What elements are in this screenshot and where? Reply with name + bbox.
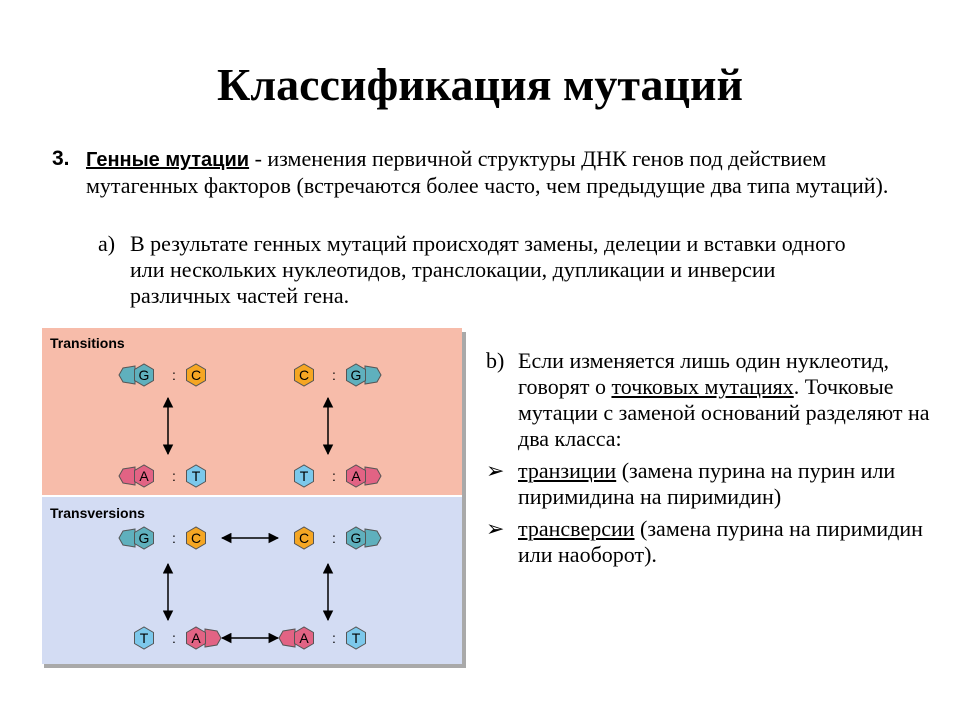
transversions-label: Transversions [50, 505, 145, 521]
pair-separator: : [332, 367, 336, 383]
pair-separator: : [332, 630, 336, 646]
base-letter: G [138, 530, 150, 546]
item-3 [52, 146, 912, 199]
base-letter: A [191, 630, 201, 646]
item-b-marker: b) [486, 348, 505, 373]
base-C [187, 364, 206, 386]
base-letter: C [190, 530, 202, 546]
base-T [187, 465, 206, 487]
item-b-term: точковых мутациях [611, 374, 794, 399]
base-T [295, 465, 314, 487]
base-C [187, 527, 206, 549]
base-letter: A [139, 468, 149, 484]
base-letter: T [191, 468, 201, 484]
item-b-text-before: Если изменяется лишь один нуклеотид, говорят о [518, 348, 890, 399]
bullet-arrow-icon: ➢ [486, 458, 505, 483]
base-letter: T [351, 630, 361, 646]
pair-separator: : [172, 468, 176, 484]
mutation-figure [42, 328, 466, 668]
bullet-text: (замена пурина на пиримидин или наоборот). [518, 516, 923, 567]
base-letter: G [138, 367, 150, 383]
base-letter: T [139, 630, 149, 646]
pair-separator: : [172, 367, 176, 383]
pair-separator: : [332, 530, 336, 546]
base-C [295, 364, 314, 386]
item-a-text: В результате генных мутаций происходят замены, делеции и вставки одного или нескольких нуклеотидов, транслокации, дупликации и инверсии различных частей гена. [130, 231, 846, 308]
base-letter: C [298, 367, 310, 383]
base-letter: G [350, 367, 362, 383]
bullet-transitions [486, 458, 936, 510]
pair-separator: : [172, 630, 176, 646]
pair-separator: : [332, 468, 336, 484]
base-T [347, 627, 366, 649]
item-3-term: Генные мутации [86, 149, 250, 171]
slide-title: Классификация мутаций [216, 59, 744, 110]
item-3-text: - изменения первичной структуры ДНК генов под действием мутагенных факторов (встречаются более часто, чем предыдущие два типа мутаций). [86, 146, 889, 198]
bullet-term: трансверсии [518, 516, 635, 541]
item-a-marker: a) [98, 231, 116, 256]
item-b [486, 348, 936, 452]
item-b-text-after: . Точковые мутации с заменой оснований разделяют на два класса: [518, 374, 930, 451]
pair-separator: : [172, 530, 176, 546]
transversions-panel [42, 496, 462, 664]
transitions-panel [42, 328, 462, 496]
bullet-arrow-icon: ➢ [486, 516, 505, 541]
item-3-number: 3. [52, 147, 70, 170]
base-letter: T [299, 468, 309, 484]
base-letter: C [190, 367, 202, 383]
base-letter: C [298, 530, 310, 546]
right-panel [486, 348, 936, 568]
item-a [98, 231, 858, 309]
transitions-label: Transitions [50, 335, 125, 351]
bullet-term: транзиции [518, 458, 617, 483]
bullet-transversions [486, 516, 936, 568]
base-letter: A [299, 630, 309, 646]
bullet-text: (замена пурина на пурин или пиримидина на пиримидин) [518, 458, 896, 509]
base-letter: G [350, 530, 362, 546]
base-T [135, 627, 154, 649]
base-C [295, 527, 314, 549]
base-letter: A [351, 468, 361, 484]
